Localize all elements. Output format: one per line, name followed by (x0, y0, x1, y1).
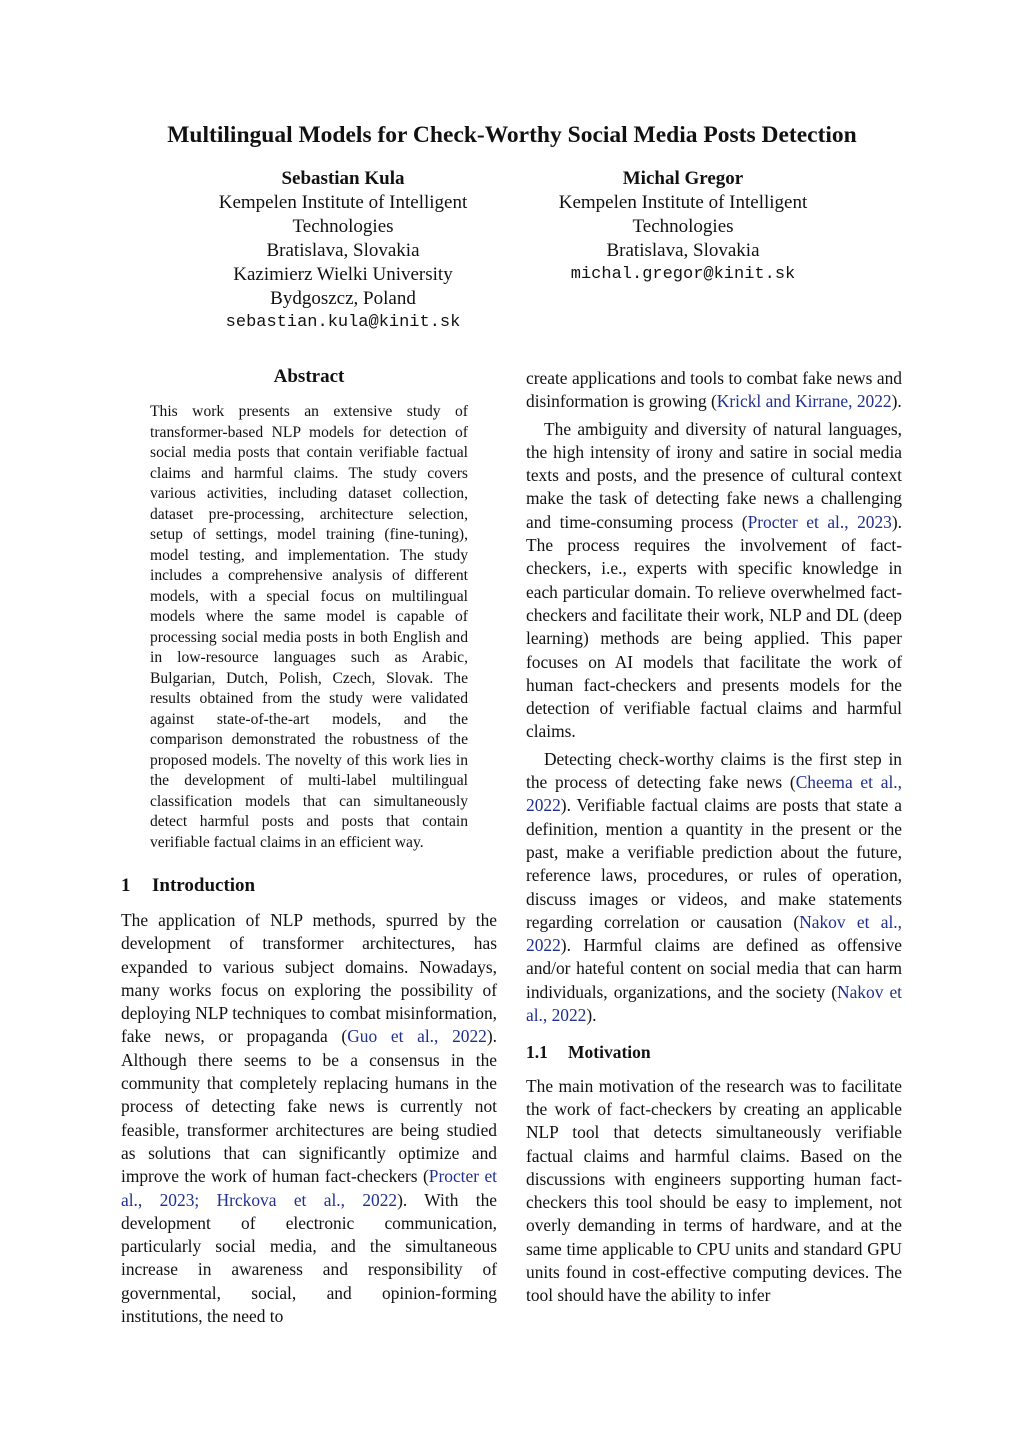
author-affiliation: Bratislava, Slovakia (606, 240, 760, 261)
citation-link[interactable]: Procter et al., 2023 (747, 511, 892, 532)
author-affiliation: Bratislava, Slovakia (266, 240, 420, 261)
citation-link[interactable]: Nakov et al., 2022 (526, 981, 902, 1026)
author-affiliation: Bydgoszcz, Poland (270, 288, 416, 309)
intro-paragraph: Detecting check-worthy claims is the first step in the process of detecting fake news (Cheema et al., 2022). Verifiable factual claims are posts that state a definition, mention a quantity in the present or the past, make a verifiable prediction about the future, reference laws, procedures, or rules of operation, discuss images or videos, and make statements regarding correlation or causation (Nakov et al., 2022). Harmful claims are defined as offensive and/or hateful content on social media that can harm individuals, organizations, and the society (Nakov et al., 2022). (526, 748, 903, 1026)
author-affiliation: Kempelen Institute of Intelligent (558, 192, 808, 213)
author-email: michal.gregor@kinit.sk (570, 265, 796, 284)
intro-paragraph: The ambiguity and diversity of natural languages, the high intensity of irony and satire in social media texts and posts, and the presence of cultural context make the task of detecting fake news a challenging and time-consuming process (Procter et al., 2023). The process requires the involvement of fact-checkers, i.e., experts with specific knowledge in each particular domain. To relieve overwhelmed fact-checkers and facilitate their work, NLP and DL (deep learning) methods are being applied. This paper focuses on AI models that facilitate the work of human fact-checkers and presents models for the detection of verifiable factual claims and harmful claims. (526, 418, 903, 742)
author-name: Michal Gregor (622, 168, 744, 189)
author-block-gregor (513, 167, 853, 287)
citation-link[interactable]: Nakov et al., 2022 (526, 911, 903, 956)
right-column (526, 367, 902, 1308)
author-affiliation: Technologies (632, 216, 734, 237)
citation-link[interactable]: Krickl and Kirrane, 2022 (716, 391, 892, 412)
section-heading-introduction (121, 875, 497, 897)
section-number: 1 (121, 875, 131, 896)
citation-link[interactable]: Procter et al., 2023; Hrckova et al., 2022 (121, 1166, 497, 1210)
subsection-number: 1.1 (526, 1042, 548, 1063)
citation-link[interactable]: Guo et al., 2022 (347, 1026, 487, 1047)
intro-paragraph-continued: create applications and tools to combat fake news and disinformation is growing (Krickl and Kirrane, 2022). (526, 368, 902, 412)
paper-title: Multilingual Models for Check-Worthy Social Media Posts Detection (167, 122, 857, 148)
section-title: Introduction (152, 875, 256, 896)
author-affiliation: Technologies (292, 216, 394, 237)
intro-paragraph: The application of NLP methods, spurred by the development of transformer architectures, has expanded to various subject domains. Nowadays, many works focus on exploring the possibility of deploying NLP techniques to combat misinformation, fake news, or propaganda (Guo et al., 2022). Although there seems to be a consensus in the community that completely replacing humans in the process of detecting fake news is currently not feasible, transformer architectures are being studied as solutions that can significantly optimize and improve the work of human fact-checkers (Procter et al., 2023; Hrckova et al., 2022). With the development of electronic communication, particularly social media, and the simultaneous increase in awareness and responsibility of governmental, social, and opinion-forming institutions, the need to (121, 910, 497, 1327)
subsection-title: Motivation (568, 1042, 651, 1063)
author-block-kula (173, 167, 513, 335)
left-column (121, 366, 497, 1328)
citation-link[interactable]: Cheema et al., 2022 (526, 772, 902, 816)
abstract-text: This work presents an extensive study of transformer-based NLP models for detection of social media posts that contain verifiable factual claims and harmful claims. The study covers various activities, including dataset collection, dataset pre-processing, architecture selection, setup of settings, model training (fine-tuning), model testing, and implementation. The study includes a comprehensive analysis of different models, with a special focus on multilingual models where the same model is capable of processing social media posts in both English and in low-resource languages such as Arabic, Bulgarian, Dutch, Polish, Czech, Slovak. The results obtained from the study were validated against state-of-the-art models, and the comparison demonstrated the robustness of the proposed models. The novelty of this work lies in the development of multi-label multilingual classification models that can simultaneously detect harmful posts and posts that contain verifiable factual claims in an efficient way. (150, 403, 468, 851)
abstract-heading: Abstract (273, 366, 345, 387)
motivation-paragraph: The main motivation of the research was to facilitate the work of fact-checkers by creating an applicable NLP tool that detects simultaneously verifiable factual claims and harmful claims. Based on the discussions with engineers supporting human fact-checkers this tool should be easy to implement, not overly demanding in terms of hardware, and at the same time applicable to CPU units and standard GPU units found in cost-effective computing devices. The tool should have the ability to infer (526, 1075, 902, 1306)
author-email: sebastian.kula@kinit.sk (225, 313, 461, 332)
author-affiliation: Kempelen Institute of Intelligent (218, 192, 468, 213)
subsection-heading-motivation (526, 1041, 902, 1064)
author-name: Sebastian Kula (281, 168, 405, 189)
author-affiliation: Kazimierz Wielki University (233, 264, 453, 285)
